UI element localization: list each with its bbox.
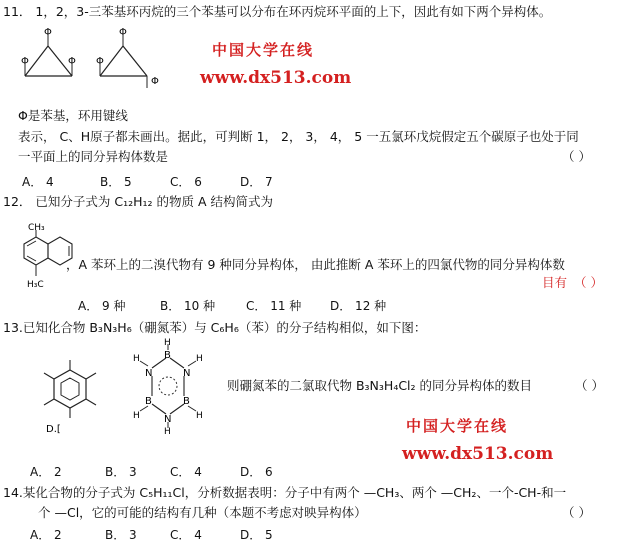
phi-label: Φ bbox=[44, 27, 52, 38]
q13-option-d: D． 6 bbox=[240, 465, 273, 479]
cyclopropane-isomer-2 bbox=[96, 27, 159, 88]
phi-label: Φ bbox=[151, 76, 159, 87]
q14-option-b: B． 3 bbox=[105, 528, 137, 542]
q11-option-b: B． 5 bbox=[100, 175, 132, 189]
q11-option-c: C． 6 bbox=[170, 175, 202, 189]
nitrogen-atom-label: N bbox=[145, 368, 153, 379]
q13-option-a: A． 2 bbox=[30, 465, 62, 479]
cyclopropane-isomer-1 bbox=[21, 27, 76, 76]
watermark-cn-top: 中国大学在线 bbox=[212, 41, 315, 59]
nitrogen-atom-label: N bbox=[183, 368, 191, 379]
nitrogen-atom-label: N bbox=[164, 414, 172, 425]
q13-stem-line2: 则硼氮苯的二氯取代物 B₃N₃H₄Cl₂ 的同分异构体的数目 bbox=[227, 378, 533, 393]
q12-option-d: D． 12 种 bbox=[330, 299, 387, 313]
q12-stem-line1: 12． 已知分子式为 C₁₂H₁₂ 的物质 A 结构简式为 bbox=[3, 194, 273, 209]
hydrogen-atom-label: H bbox=[164, 338, 171, 348]
benzene-caption: D.[ bbox=[46, 424, 61, 434]
q13-borazine-structure bbox=[132, 338, 212, 434]
q11-stem-line2: Φ是苯基，环用键线 bbox=[18, 108, 128, 123]
q12-option-c: C． 11 种 bbox=[246, 299, 302, 313]
watermark-cn-bottom: 中国大学在线 bbox=[406, 417, 509, 435]
q11-cyclopropane-diagrams bbox=[20, 26, 170, 96]
q12-stem-line3: 目有 bbox=[542, 275, 568, 290]
q14-answer-blank: （ ） bbox=[562, 505, 591, 520]
q13-option-c: C． 4 bbox=[170, 465, 202, 479]
q14-stem-line1: 14.某化合物的分子式为 C₅H₁₁Cl，分析数据表明：分子中有两个 —CH₃、两个 —CH₂、一个-CH-和一 bbox=[3, 485, 567, 500]
hydrogen-atom-label: H bbox=[133, 354, 140, 364]
phi-label: Φ bbox=[21, 56, 29, 67]
q11-stem-line1: 11． 1，2，3-三苯基环丙烷的三个苯基可以分布在环丙烷环平面的上下，因此有如下两个异构体。 bbox=[3, 4, 552, 19]
methyl-top-label: CH₃ bbox=[28, 223, 45, 233]
phi-label: Φ bbox=[96, 56, 104, 67]
hydrogen-atom-label: H bbox=[133, 411, 140, 421]
q11-option-d: D． 7 bbox=[240, 175, 273, 189]
boron-atom-label: B bbox=[183, 396, 190, 407]
q13-stem-line1: 13.已知化合物 B₃N₃H₆（硼氮苯）与 C₆H₆（苯）的分子结构相似，如下图： bbox=[3, 320, 427, 335]
phi-label: Φ bbox=[119, 27, 127, 38]
q12-option-b: B． 10 种 bbox=[160, 299, 216, 313]
boron-atom-label: B bbox=[164, 350, 171, 361]
q11-stem-line3: 表示， C、H原子都未画出。据此，可判断 1， 2， 3， 4， 5 一五氯环戊烷假定五个碳原子也处于同 bbox=[18, 129, 579, 144]
q13-benzene-structure bbox=[30, 358, 110, 434]
hydrogen-atom-label: H bbox=[196, 354, 203, 364]
q11-option-a: A． 4 bbox=[22, 175, 54, 189]
q11-stem-line4: 一平面上的同分异构体数是 bbox=[18, 149, 169, 164]
watermark-url-bottom: www.dx513.com bbox=[402, 444, 554, 464]
hydrogen-atom-label: H bbox=[196, 411, 203, 421]
q14-option-c: C． 4 bbox=[170, 528, 202, 542]
phi-label: Φ bbox=[68, 56, 76, 67]
watermark-url-top: www.dx513.com bbox=[200, 68, 352, 88]
q13-answer-blank: （ ） bbox=[575, 378, 604, 393]
q13-option-b: B． 3 bbox=[105, 465, 137, 479]
q12-answer-blank: （ ） bbox=[574, 275, 603, 290]
hydrogen-atom-label: H bbox=[164, 427, 171, 434]
q12-option-a: A． 9 种 bbox=[78, 299, 126, 313]
q14-option-a: A． 2 bbox=[30, 528, 62, 542]
q14-option-d: D． 5 bbox=[240, 528, 273, 542]
q12-stem-line2: ，A 苯环上的二溴代物有 9 种同分异构体， 由此推断 A 苯环上的四氯代物的同分异构体数 bbox=[66, 257, 565, 272]
q11-answer-blank: （ ） bbox=[562, 149, 591, 164]
methyl-bottom-label: H₃C bbox=[27, 280, 44, 290]
boron-atom-label: B bbox=[145, 396, 152, 407]
q14-stem-line2: 个 —Cl，它的可能的结构有几种（本题不考虑对映异构体） bbox=[38, 505, 367, 520]
